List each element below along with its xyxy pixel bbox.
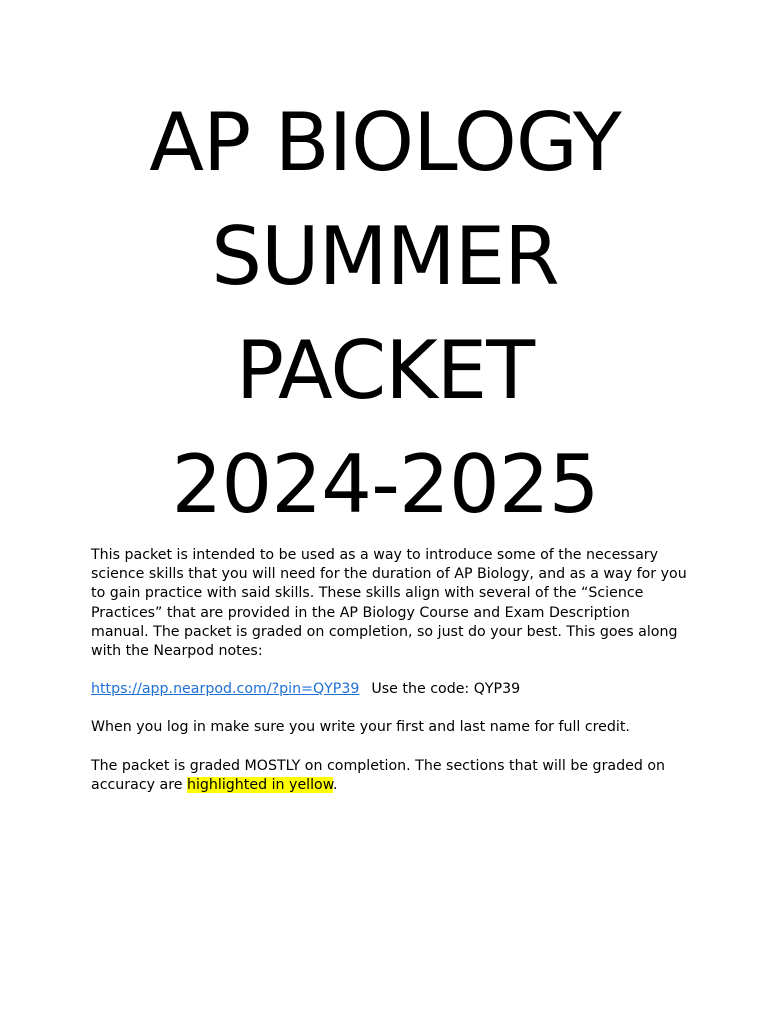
grading-suffix: . <box>333 776 338 793</box>
nearpod-paragraph <box>91 680 691 699</box>
title-line-4: 2024-2025 <box>171 438 599 531</box>
title-line-2: SUMMER <box>211 210 559 303</box>
title-line-1: AP BIOLOGY <box>149 96 621 189</box>
grading-prefix: The packet is graded MOSTLY on completion. The sections that will be graded on accuracy are <box>91 757 666 793</box>
title-line-3: PACKET <box>235 324 535 417</box>
login-note: When you log in make sure you write your first and last name for full credit. <box>91 719 630 736</box>
grading-paragraph <box>91 757 691 795</box>
highlighted-text: highlighted in yellow <box>186 776 334 793</box>
page-title <box>0 86 770 542</box>
intro-paragraph: This packet is intended to be used as a way to introduce some of the necessary science skills that you will need for the duration of AP Biology, and as a way for you to gain practice with said skills. These skills align with several of the “Science Practices” that are provided in the AP Biology Course and Exam Description manual. The packet is graded on completion, so just do your best. This goes along with the Nearpod notes: <box>91 547 687 660</box>
nearpod-link[interactable]: https://app.nearpod.com/?pin=QYP39 <box>91 681 360 698</box>
nearpod-code: Use the code: QYP39 <box>371 681 521 698</box>
body-text <box>91 546 691 795</box>
